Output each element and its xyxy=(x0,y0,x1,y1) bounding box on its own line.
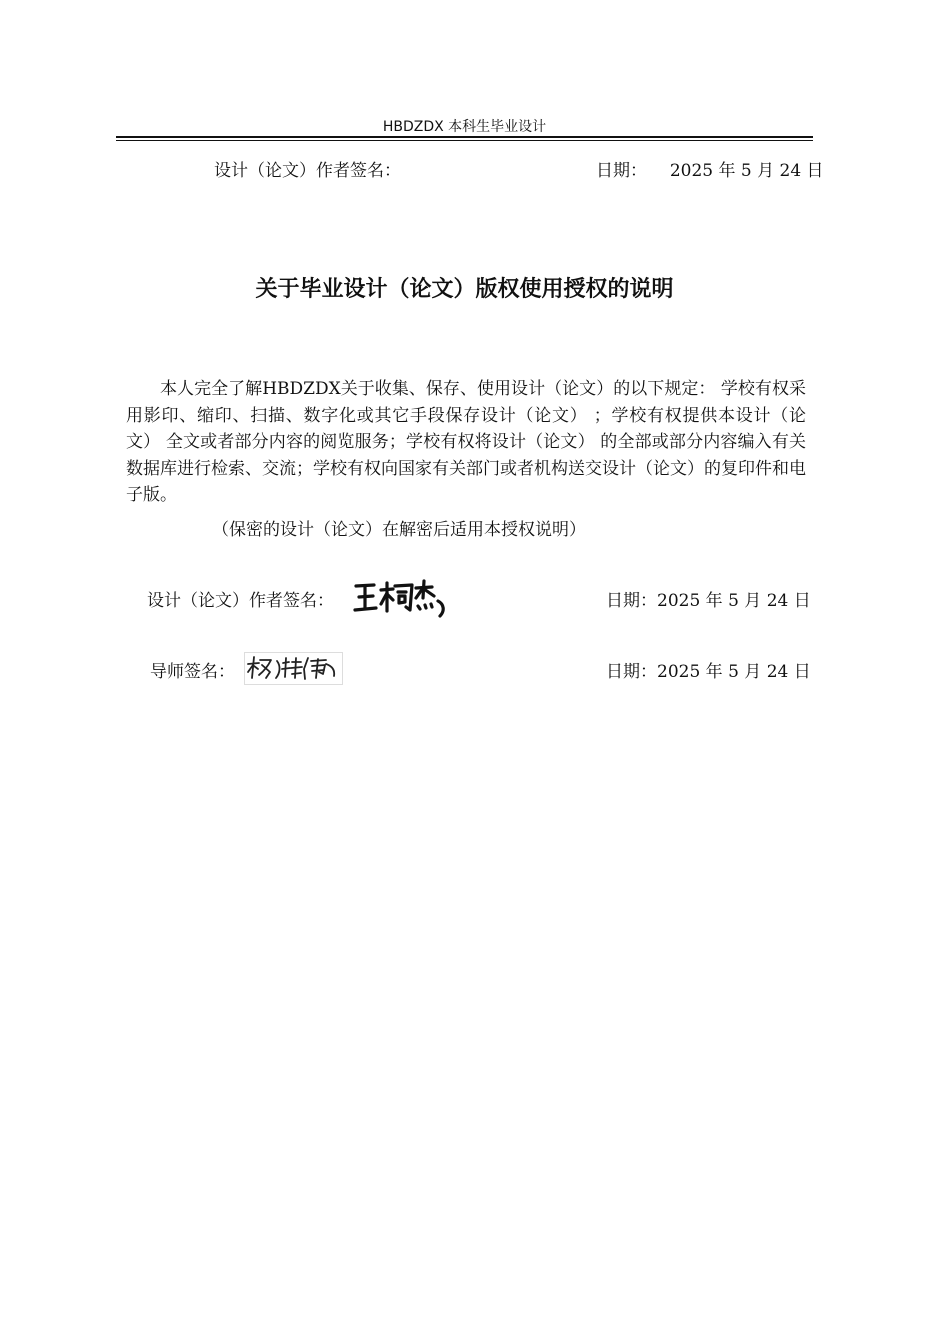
advisor-signature-date: 日期：2025 年 5 月 24 日 xyxy=(606,662,811,682)
author-signature-date: 日期：2025 年 5 月 24 日 xyxy=(606,591,811,611)
advisor-signature-label: 导师签名： xyxy=(150,662,235,682)
advisor-handwritten-signature xyxy=(246,654,340,682)
confidential-note: （保密的设计（论文）在解密后适用本授权说明） xyxy=(212,520,586,540)
top-date-value: 2025 年 5 月 24 日 xyxy=(669,161,824,181)
top-date xyxy=(596,156,824,181)
author-handwritten-signature xyxy=(352,578,450,618)
top-author-signature-label: 设计（论文）作者签名： xyxy=(214,161,401,181)
header-rule-thin xyxy=(116,140,813,141)
top-date-label: 日期： xyxy=(596,161,647,181)
header-rule xyxy=(116,136,813,138)
authorization-paragraph: 本人完全了解HBDZDX关于收集、保存、使用设计（论文）的以下规定： 学校有权采用影印、缩印、扫描、数字化或其它手段保存设计（论文） ；学校有权提供本设计（论文） 全文或者部分内容的阅览服务；学校有权将设计（论文） 的全部或部分内容编入有关数据库进行检索、交流；学校有权向国家有关部门或者机构送交设计（论文）的复印件和电子版。 xyxy=(126,379,806,505)
document-title: 关于毕业设计（论文）版权使用授权的说明 xyxy=(255,277,674,302)
page-header: HBDZDX 本科生毕业设计 xyxy=(382,119,547,135)
author-signature-label: 设计（论文）作者签名： xyxy=(147,591,334,611)
